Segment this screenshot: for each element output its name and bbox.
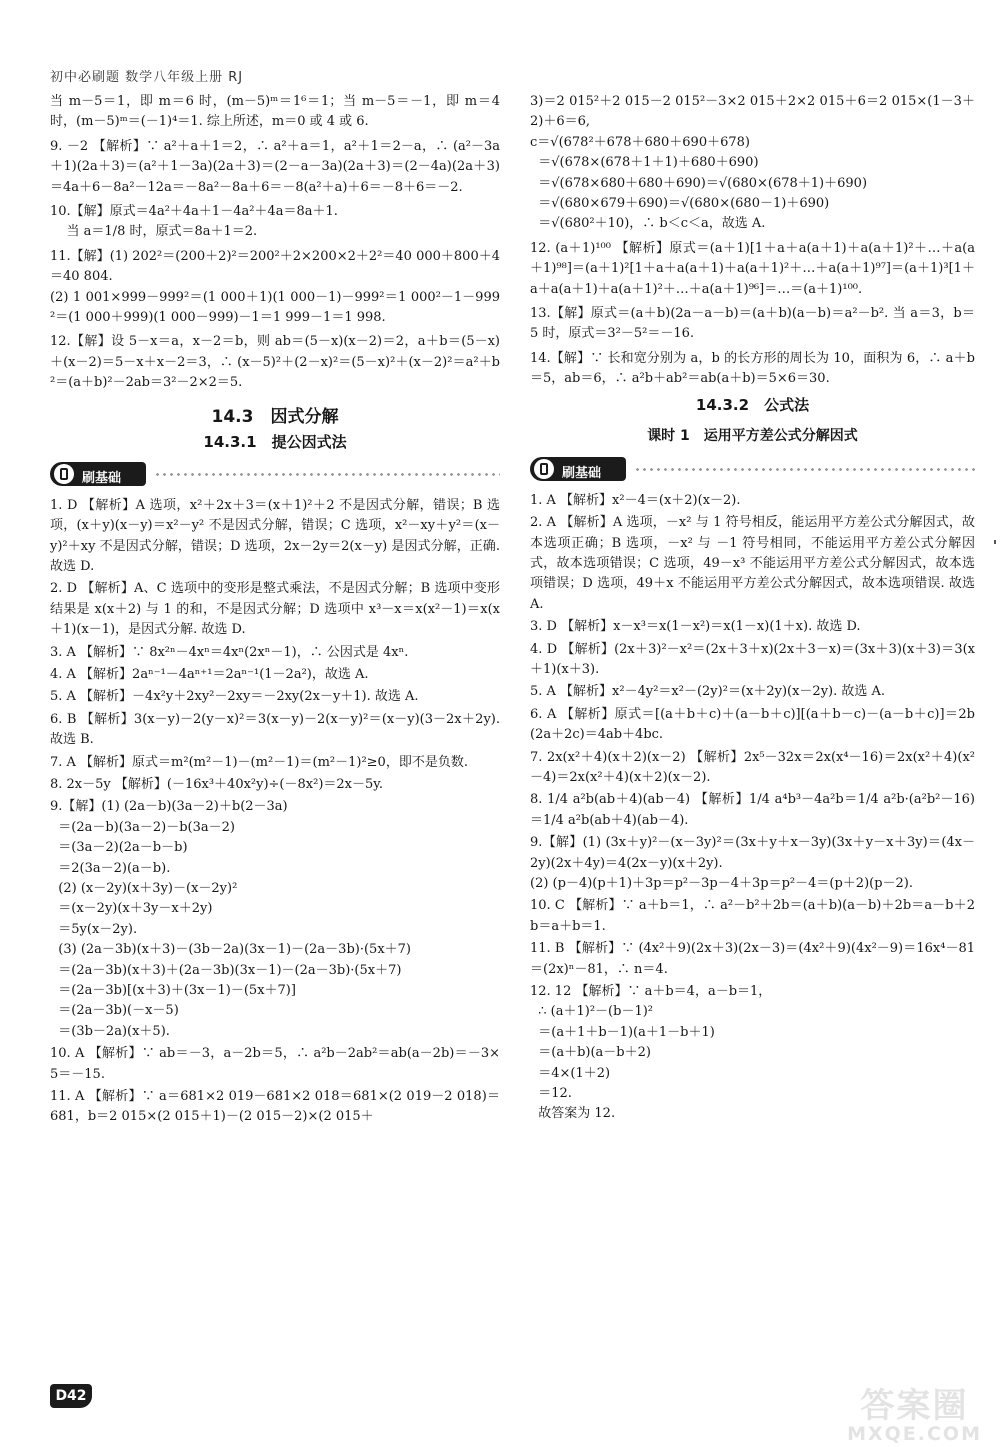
answer-item: 9. －2 【解析】∵ a²＋a＋1＝2，∴ a²＋a＝1，a²＋1＝2－a，∴ (a²－3a＋1)(2a＋3)＝(a²＋1－3a)(2a＋3)＝(2－a－3a)(2a＋3)＝(2－4a)(2a＋3)＝4a＋6－8a²－12a＝－8a²－8a＋6＝－8(a²＋a)＋6＝－8＋6＝－2. <box>50 138 500 195</box>
answer-item: 7. A 【解析】原式＝m²(m²－1)－(m²－1)＝(m²－1)²≥0，即不是负数. <box>50 754 468 770</box>
practice-banner <box>50 460 500 488</box>
answer-item: 3. A 【解析】∵ 8x²ⁿ－4xⁿ＝4xⁿ(2xⁿ－1)，∴ 公因式是 4xⁿ. <box>50 644 409 660</box>
answer-item: 8. 2x－5y 【解析】(－16x³＋40x²y)÷(－8x²)＝2x－5y. <box>50 776 384 792</box>
answer-item: 10. A 【解析】∵ ab＝－3，a－2b＝5，∴ a²b－2ab²＝ab(a－2b)＝－3×5＝－15. <box>50 1046 500 1082</box>
lesson-title: 课时 1 运用平方差公式分解因式 <box>647 427 858 444</box>
answer-item: 11. B 【解析】∵ (4x²＋9)(2x＋3)(2x－3)＝(4x²＋9)(4x²－9)＝16x⁴－81＝(2x)ⁿ－81，∴ n＝4. <box>530 941 975 977</box>
answer-item: 2. A 【解析】A 选项，－x² 与 1 符号相反，能运用平方差公式分解因式，故本选项正确；B 选项，－x² 与 －1 符号相同，不能运用平方差公式分解因式，故本选项错误；C 选项，49－x³ 不能运用平方差公式分解因式，故本选项错误；D 选项，49＋x 不能运用平方差公式分解因式，故本选项错误. 故选 A. <box>530 515 980 612</box>
dotted-divider <box>634 468 975 471</box>
watermark-url: MXQE.COM <box>847 1423 982 1445</box>
answer-item: 1. D 【解析】A 选项，x²＋2x＋3＝(x＋1)²＋2 不是因式分解，错误；B 选项，(x＋y)(x－y)＝x²－y² 不是因式分解，错误；C 选项，x²－xy＋y²＝(x－y)²＋xy 不是因式分解，错误；D 选项，2x－2y＝2(x－y) 是因式分解，正确. 故选 D. <box>50 497 505 574</box>
answer-item: 10. C 【解析】∵ a＋b＝1，∴ a²－b²＋2b＝(a＋b)(a－b)＋2b＝a－b＋2b＝a＋b＝1. <box>530 898 975 934</box>
answer-item: 4. A 【解析】2aⁿ⁻¹－4aⁿ⁺¹＝2aⁿ⁻¹(1－2a²)，故选 A. <box>50 666 369 682</box>
watermark-text: 答案圈 <box>860 1386 969 1426</box>
dotted-divider <box>154 473 500 476</box>
banner-ribbon <box>530 457 626 481</box>
answer-item: 12. 12 【解析】∵ a＋b＝4，a－b＝1， ∴ (a＋1)²－(b－1)² ＝(a＋1＋b－1)(a＋1－b＋1) ＝(a＋b)(a－b＋2) ＝4×(1＋2) ＝12. 故答案为 12. <box>530 984 772 1122</box>
answer-item: 12.【解】设 5－x＝a，x－2＝b，则 ab＝(5－x)(x－2)＝2，a＋b＝(5－x)＋(x－2)＝5－x＋x－2＝3，∴ (x－5)²＋(2－x)²＝(5－x)²＋(x－2)²＝a²＋b²＝(a＋b)²－2ab＝3²－2×2＝5. <box>50 334 500 391</box>
edge-mark <box>994 540 996 544</box>
book-icon <box>54 464 74 484</box>
answer-item: 9.【解】(1) (3x＋y)²－(x－3y)²＝(3x＋y＋x－3y)(3x＋y－x＋3y)＝(4x－2y)(2x＋4y)＝4(2x－y)(x＋2y). (2) (p－4)(p＋1)＋3p＝p²－3p－4＋3p＝p²－4＝(p＋2)(p－2). <box>530 835 975 891</box>
banner-label: 刷基础 <box>82 470 122 486</box>
answer-item: 8. 1/4 a²b(ab＋4)(ab－4) 【解析】1/4 a⁴b³－4a²b＝1/4 a²b·(a²b²－16)＝1/4 a²b(ab＋4)(ab－4). <box>530 792 975 828</box>
answer-item: 11.【解】(1) 202²＝(200＋2)²＝200²＋2×200×2＋2²＝40 000＋800＋4＝40 804. (2) 1 001×999－999²＝(1 000＋1)(1 000－1)－999²＝1 000²－1－999²＝(1 000＋999)(1 000－999)－1＝1 999－1＝1 998. <box>50 248 500 326</box>
answer-item: 当 m－5＝1，即 m＝6 时，(m－5)ᵐ＝1⁶＝1；当 m－5＝－1，即 m＝4 时，(m－5)ᵐ＝(－1)⁴＝1. 综上所述，m＝0 或 4 或 6. <box>50 94 505 130</box>
book-icon <box>534 459 554 479</box>
answer-item: 5. A 【解析】x²－4y²＝x²－(2y)²＝(x＋2y)(x－2y). 故选 A. <box>530 684 886 700</box>
answer-item: 1. A 【解析】x²－4＝(x＋2)(x－2). <box>530 492 741 508</box>
answer-item: 4. D 【解析】(2x＋3)²－x²＝(2x＋3＋x)(2x＋3－x)＝(3x＋3)(x＋3)＝3(x＋1)(x＋3). <box>530 641 975 677</box>
answer-item: 3. D 【解析】x－x³＝x(1－x²)＝x(1－x)(1＋x). 故选 D. <box>530 619 861 635</box>
answer-item: 6. A 【解析】原式＝[(a＋b＋c)＋(a－b＋c)][(a＋b－c)－(a－b＋c)]＝2b(2a＋2c)＝4ab＋4bc. <box>530 706 975 743</box>
banner-ribbon <box>50 462 146 486</box>
banner-label: 刷基础 <box>562 465 602 481</box>
answer-item: 7. 2x(x²＋4)(x＋2)(x－2) 【解析】2x⁵－32x＝2x(x⁴－16)＝2x(x²＋4)(x²－4)＝2x(x²＋4)(x＋2)(x－2). <box>530 749 975 785</box>
left-column <box>50 92 505 1130</box>
running-header: 初中必刷题 数学八年级上册 RJ <box>50 70 244 85</box>
subsection-title: 14.3.2 公式法 <box>695 395 810 414</box>
right-column <box>530 92 980 1127</box>
answer-item: 12. (a＋1)¹⁰⁰ 【解析】原式＝(a＋1)[1＋a＋a(a＋1)＋a(a＋1)²＋…＋a(a＋1)⁹⁸]＝(a＋1)²[1＋a＋a(a＋1)＋a(a＋1)²＋…＋a(a＋1)⁹⁷]＝(a＋1)³[1＋a＋a(a＋1)＋a(a＋1)²＋…＋a(a＋1)⁹⁶]＝…＝(a＋1)¹⁰⁰. <box>530 240 975 297</box>
subsection-title: 14.3.1 提公因式法 <box>203 432 347 451</box>
answer-item: 5. A 【解析】－4x²y＋2xy²－2xy＝－2xy(2x－y＋1). 故选 A. <box>50 689 419 705</box>
answer-item: 9.【解】(1) (2a－b)(3a－2)＋b(2－3a) ＝(2a－b)(3a－2)－b(3a－2) ＝(3a－2)(2a－b－b) ＝2(3a－2)(a－b). (2) (x－2y)(x＋3y)－(x－2y)² ＝(x－2y)(x＋3y－x＋2y) ＝5y(x－2y). (3) (2a－3b)(x＋3)－(3b－2a)(3x－1)－(2a－3b)·(5x＋7) ＝(2a－3b)(x＋3)＋(2a－3b)(3x－1)－(2a－3b)·(5x＋7) ＝(2a－3b)[(x＋3)＋(3x－1)－(5x＋7)] ＝(2a－3b)(－x－5) ＝(3b－2a)(x＋5). <box>50 799 411 1039</box>
answer-item: 14.【解】∵ 长和宽分别为 a，b 的长方形的周长为 10，面积为 6，∴ a＋b＝5，ab＝6，∴ a²b＋ab²＝ab(a＋b)＝5×6＝30. <box>530 350 975 387</box>
answer-item: 13.【解】原式＝(a＋b)(2a－a－b)＝(a＋b)(a－b)＝a²－b². 当 a＝3，b＝5 时，原式＝3²－5²＝－16. <box>530 306 975 342</box>
answer-item: 3)＝2 015²＋2 015－2 015²－3×2 015＋2×2 015＋6＝2 015×(1－3＋2)＋6＝6, c＝√(678²＋678＋680＋690＋678) ＝√(678×(678＋1＋1)＋680＋690) ＝√(678×680＋680＋690)＝√(680×(678＋1)＋690) ＝√(680×679＋690)＝√(680×(680－1)＋690) ＝√(680²＋10)，∴ b＜c＜a，故选 A. <box>530 94 975 232</box>
watermark-logo <box>847 1388 982 1444</box>
answer-item: 2. D 【解析】A、C 选项中的变形是整式乘法，不是因式分解；B 选项中变形结果是 x(x＋2) 与 1 的和，不是因式分解；D 选项中 x³－x＝x(x²－1)＝x(x＋1)(x－1)，是因式分解. 故选 D. <box>50 581 500 638</box>
section-title: 14.3 因式分解 <box>211 406 339 427</box>
answer-item: 6. B 【解析】3(x－y)－2(y－x)²＝3(x－y)－2(x－y)²＝(x－y)(3－2x＋2y). 故选 B. <box>50 711 505 748</box>
answer-item: 10.【解】原式＝4a²＋4a＋1－4a²＋4a＝8a＋1. 当 a＝1/8 时，原式＝8a＋1＝2. <box>50 204 338 240</box>
practice-banner <box>530 455 975 483</box>
page-number: D42 <box>50 1384 92 1408</box>
answer-item: 11. A 【解析】∵ a＝681×2 019－681×2 018＝681×(2 019－2 018)＝681，b＝2 015×(2 015＋1)－(2 015－2)×(2 015＋ <box>50 1089 500 1125</box>
